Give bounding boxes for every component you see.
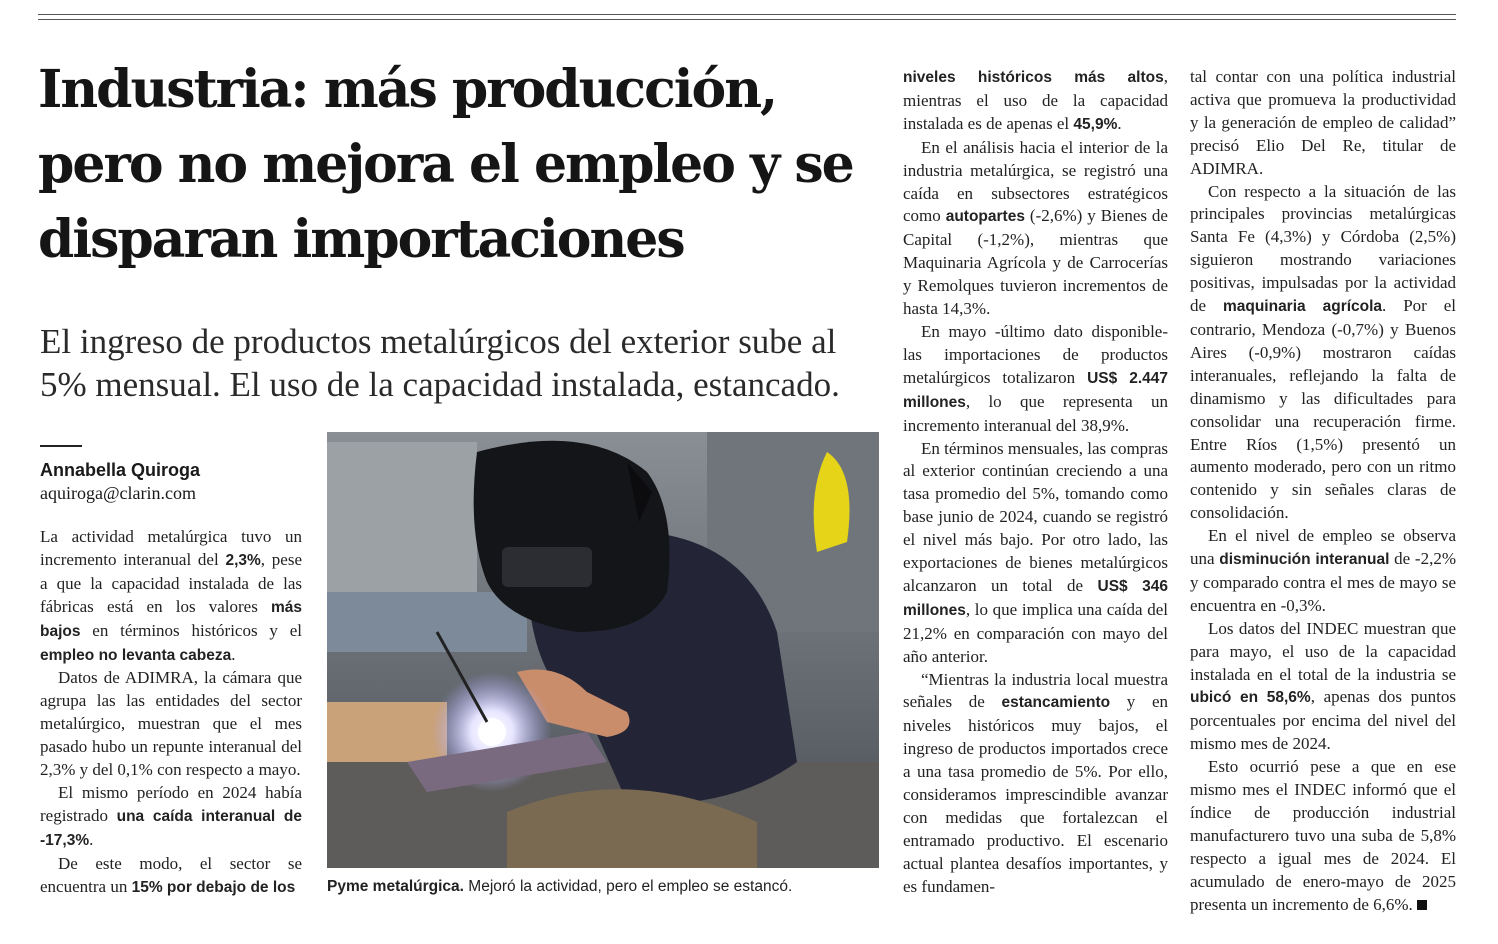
end-of-article-mark xyxy=(1417,900,1427,910)
paragraph: La actividad metalúrgica tuvo un incremento interanual del 2,3%, pese a que la capacidad instalada de las fábricas está en los valores más bajos en términos históricos y el empleo no levanta cabeza. xyxy=(40,527,302,664)
photo-caption xyxy=(327,878,792,896)
top-rule xyxy=(38,14,1456,15)
paragraph: Con respecto a la situación de las principales provincias metalúrgicas Santa Fe (4,3%) y Córdoba (2,5%) siguieron mostrando variaciones positivas, impulsadas por la actividad de maquinaria agrícola. Por el contrario, Mendoza (-0,7%) y Buenos Aires (-0,9%) mostraron caídas interanuales, reflejando la falta de dinamismo y las dificultades para consolidar una recuperación firme. Entre Ríos (1,5%) presentó un aumento moderado, pero con un ritmo contenido y sin señales claras de consolidación. xyxy=(1190,181,1456,523)
paragraph: En términos mensuales, las compras al exterior continúan creciendo a una tasa promedio del 5%, tomando como base junio de 2024, cuando se registró el nivel más bajo. Por otro lado, las exportaciones de bienes metalúrgicos alcanzaron un total de US$ 346 millones, lo que implica una caída del 21,2% en comparación con mayo del año anterior. xyxy=(903,438,1168,666)
paragraph: Datos de ADIMRA, la cámara que agrupa las las entidades del sector metalúrgico, muestran que el mes pasado hubo un repunte interanual del 2,3% y del 0,1% con respecto a mayo. xyxy=(40,668,302,780)
caption-text: Mejoró la actividad, pero el empleo se estancó. xyxy=(463,878,793,895)
article-column-1 xyxy=(40,526,302,900)
welder-photo xyxy=(327,432,879,868)
headline: Industria: más producción, pero no mejora el empleo y se disparan importaciones xyxy=(38,59,853,270)
welder-illustration xyxy=(327,432,879,868)
paragraph: En el análisis hacia el interior de la industria metalúrgica, se registró una caída en subsectores estratégicos como autopartes (-2,6%) y Bienes de Capital (-1,2%), mientras que Maquinaria Agrícola y de Carrocerías y Remolques tuvieron incrementos de hasta 14,3%. xyxy=(903,137,1168,319)
paragraph: tal contar con una política industrial activa que promueva la productividad y la generación de empleo de calidad” precisó Elio Del Re, titular de ADIMRA. xyxy=(1190,67,1456,178)
deck-subtitle: El ingreso de productos metalúrgicos del exterior sube al 5% mensual. El uso de la capacidad instalada, estancado. xyxy=(40,322,840,404)
paragraph: El mismo período en 2024 había registrado una caída interanual de -17,3%. xyxy=(40,782,302,849)
top-rule-secondary xyxy=(38,19,1456,20)
paragraph: En el nivel de empleo se observa una disminución interanual de -2,2% y comparado contra el mes de mayo se encuentra en -0,3%. xyxy=(1190,526,1456,615)
paragraph: “Mientras la industria local muestra señales de estancamiento y en niveles históricos muy bajos, el ingreso de productos importados crece a una tasa promedio de 5%. Por ello, consideramos imprescindible avanzar con medidas que fortalezcan el entramado productivo. El escenario actual plantea desafíos importantes, y es fundamen- xyxy=(903,669,1169,896)
paragraph: Esto ocurrió pese a que en ese mismo mes el INDEC informó que el índice de producción industrial manufacturero tuvo una suba de 5,8% respecto a igual mes de 2024. El acumulado de enero-mayo de 2025 presenta un incremento de 6,6%. xyxy=(1190,757,1456,914)
byline-email[interactable]: aquiroga@clarin.com xyxy=(40,483,197,503)
paragraph: Los datos del INDEC muestran que para mayo, el uso de la capacidad instalada en el total de la industria se ubicó en 58,6%, apenas dos puntos porcentuales por encima del nivel del mismo mes de 2024. xyxy=(1190,618,1456,754)
paragraph: niveles históricos más altos, mientras el uso de la capacidad instalada es de apenas el 45,9%. xyxy=(903,67,1168,133)
article-column-3 xyxy=(903,66,1168,899)
caption-label: Pyme metalúrgica. xyxy=(327,878,464,895)
paragraph: De este modo, el sector se encuentra un 15% por debajo de los xyxy=(40,853,302,896)
article-column-4 xyxy=(1190,66,1456,917)
paragraph: En mayo -último dato disponible- las importaciones de productos metalúrgicos totalizaron US$ 2.447 millones, lo que representa un incremento interanual del 38,9%. xyxy=(903,321,1168,435)
byline-author: Annabella Quiroga xyxy=(40,460,201,480)
byline-rule xyxy=(40,445,82,447)
